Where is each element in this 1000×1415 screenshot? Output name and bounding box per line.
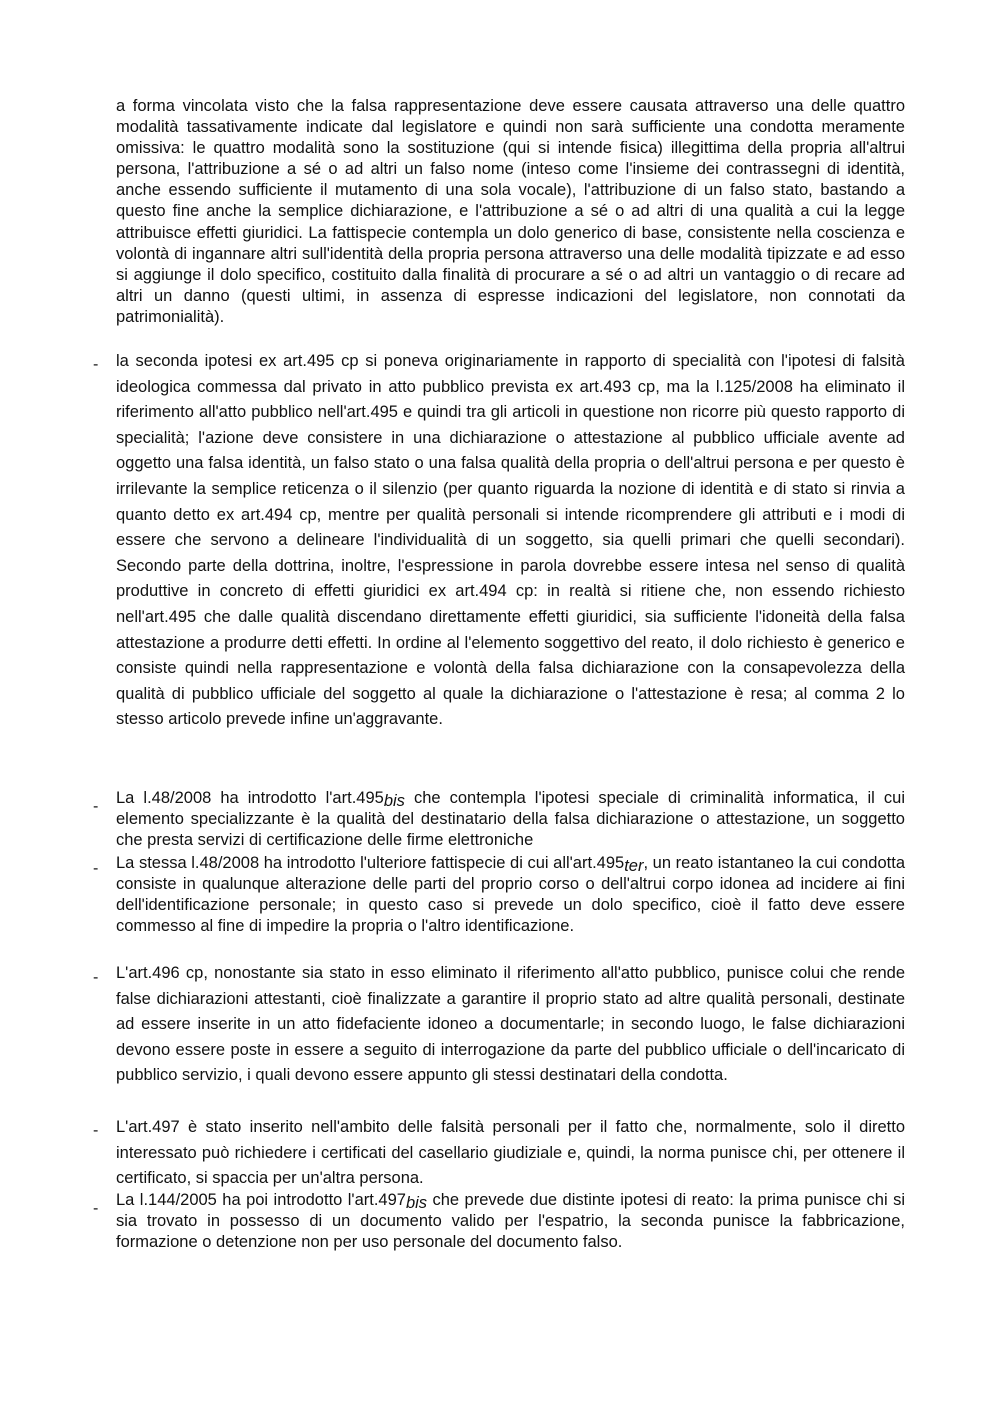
item-text-after: che prevede due distinte ipotesi di reato: la prima punisce chi si sia trovato in possesso di un documento valido per l'espatrio, la seconda punisce la fabbricazione, formazione o detenzione non per uso personale del documento falso.: [116, 1191, 905, 1252]
item-italic-suffix: ter: [624, 857, 644, 875]
item-text-before: La l.144/2005 ha poi introdotto l'art.497: [116, 1191, 406, 1209]
item-italic-suffix: bis: [405, 1194, 428, 1212]
item-text-after: che contempla l'ipotesi speciale di criminalità informatica, il cui elemento specializzante è la qualità del destinatario della falsa dichiarazione o attestazione, un soggetto che presta servizi di certificazione delle firme elettroniche: [116, 789, 905, 850]
bullet-marker: -: [93, 798, 99, 815]
bullet-marker: -: [93, 1122, 99, 1139]
item-text-before: La l.48/2008 ha introdotto l'art.495: [116, 789, 384, 807]
item-text-after: , un reato istantaneo la cui condotta consiste in qualunque alterazione delle parti del proprio corso o dell'altrui corpo idonea ad incidere ai fini dell'identificazione personale; in questo caso si prevede un dolo specifico, cioè il fatto deve essere commesso al fine di impedire la propria o l'altro identificazione.: [116, 854, 905, 936]
list-item-art-497: L'art.497 è stato inserito nell'ambito delle falsità personali per il fatto che, normalmente, solo il diretto interessato può richiedere i certificati del casellario giudiziale e, quindi, la norma punisce chi, per ottenere il certificato, si spaccia per un'altra persona.: [116, 1118, 905, 1188]
bullet-marker: -: [93, 860, 99, 877]
list-item-art-495-bis: [116, 788, 905, 851]
intro-paragraph: a forma vincolata visto che la falsa rappresentazione deve essere causata attraverso una delle quattro modalità tassativamente indicate dal legislatore e quindi non sarà sufficiente una condotta meramente omissiva: le quattro modalità sono la sostituzione (qui si intende fisica) illegittima della propria all'altrui persona, l'attribuzione a sé o ad altri un falso nome (inteso come l'insieme dei contrassegni di identità, anche essendo sufficiente il mutamento di una sola vocale), l'attribuzione di un falso stato, bastando a questo fine anche la semplice dichiarazione, e l'attribuzione a sé o ad altri di una qualità a cui la legge attribuisce effetti giuridici. La fattispecie contempla un dolo generico di base, consistente nella coscienza e volontà di ingannare altri sull'identità della propria persona attraverso una delle modalità tipizzate e ad esso si aggiunge il dolo specifico, costituito dalla finalità di procurare a sé o ad altri un vantaggio o di recare ad altri un danno (questi ultimi, in assenza di espresse indicazioni del legislatore, non connotati da patrimonialità).: [116, 97, 905, 326]
list-item-art-497-bis: [116, 1190, 905, 1253]
list-item-art-496: L'art.496 cp, nonostante sia stato in esso eliminato il riferimento all'atto pubblico, punisce colui che rende false dichiarazioni attestanti, cioè finalizzate a garantire il proprio stato ad altre qualità personali, destinate ad essere inserite in un atto fidefaciente idoneo a documentarle; in secondo luogo, le false dichiarazioni devono essere poste in essere a seguito di interrogazione da parte del pubblico ufficiale o dell'incaricato di pubblico servizio, i quali devono essere appunto gli stessi destinatari della condotta.: [116, 964, 905, 1085]
item-italic-suffix: bis: [383, 792, 405, 810]
bullet-marker: -: [93, 1200, 99, 1217]
bullet-marker: -: [93, 356, 99, 373]
list-item-art-495: la seconda ipotesi ex art.495 cp si poneva originariamente in rapporto di specialità con l'ipotesi di falsità ideologica commessa dal privato in atto pubblico prevista ex art.493 cp, ma la l.125/2008 ha eliminato il riferimento all'atto pubblico nell'art.495 e quindi tra gli articoli in questione non ricorre più questo rapporto di specialità; l'azione deve consistere in una dichiarazione o attestazione al pubblico ufficiale avente ad oggetto una falsa identità, un falso stato o una falsa qualità della propria o dell'altrui persona e per questo è irrilevante la semplice reticenza o il silenzio (per quanto riguarda la nozione di identità e di stato si rinvia a quanto detto ex art.494 cp, mentre per qualità personali si intende ricomprendere gli attributi e i modi di essere che servono a delineare l'individualità di un soggetto, sia quelli primari che quelli secondari). Secondo parte della dottrina, inoltre, l'espressione in parola dovrebbe essere intesa nel senso di qualità produttive in concreto di effetti giuridici ex art.494 cp: in realtà si ritiene che, non essendo richiesto nell'art.495 che dalle qualità discendano direttamente effetti giuridici, sia sufficiente l'idoneità della falsa attestazione a produrre detti effetti. In ordine al l'elemento soggettivo del reato, il dolo richiesto è generico e consiste quindi nella rappresentazione e volontà della falsa dichiarazione con la consapevolezza della qualità di pubblico ufficiale del soggetto al quale la dichiarazione o l'attestazione è resa; al comma 2 lo stesso articolo prevede infine un'aggravante.: [116, 352, 905, 729]
item-text-before: La stessa l.48/2008 ha introdotto l'ulteriore fattispecie di cui all'art.495: [116, 854, 625, 872]
list-item-art-495-ter: [116, 853, 905, 937]
bullet-marker: -: [93, 969, 99, 986]
